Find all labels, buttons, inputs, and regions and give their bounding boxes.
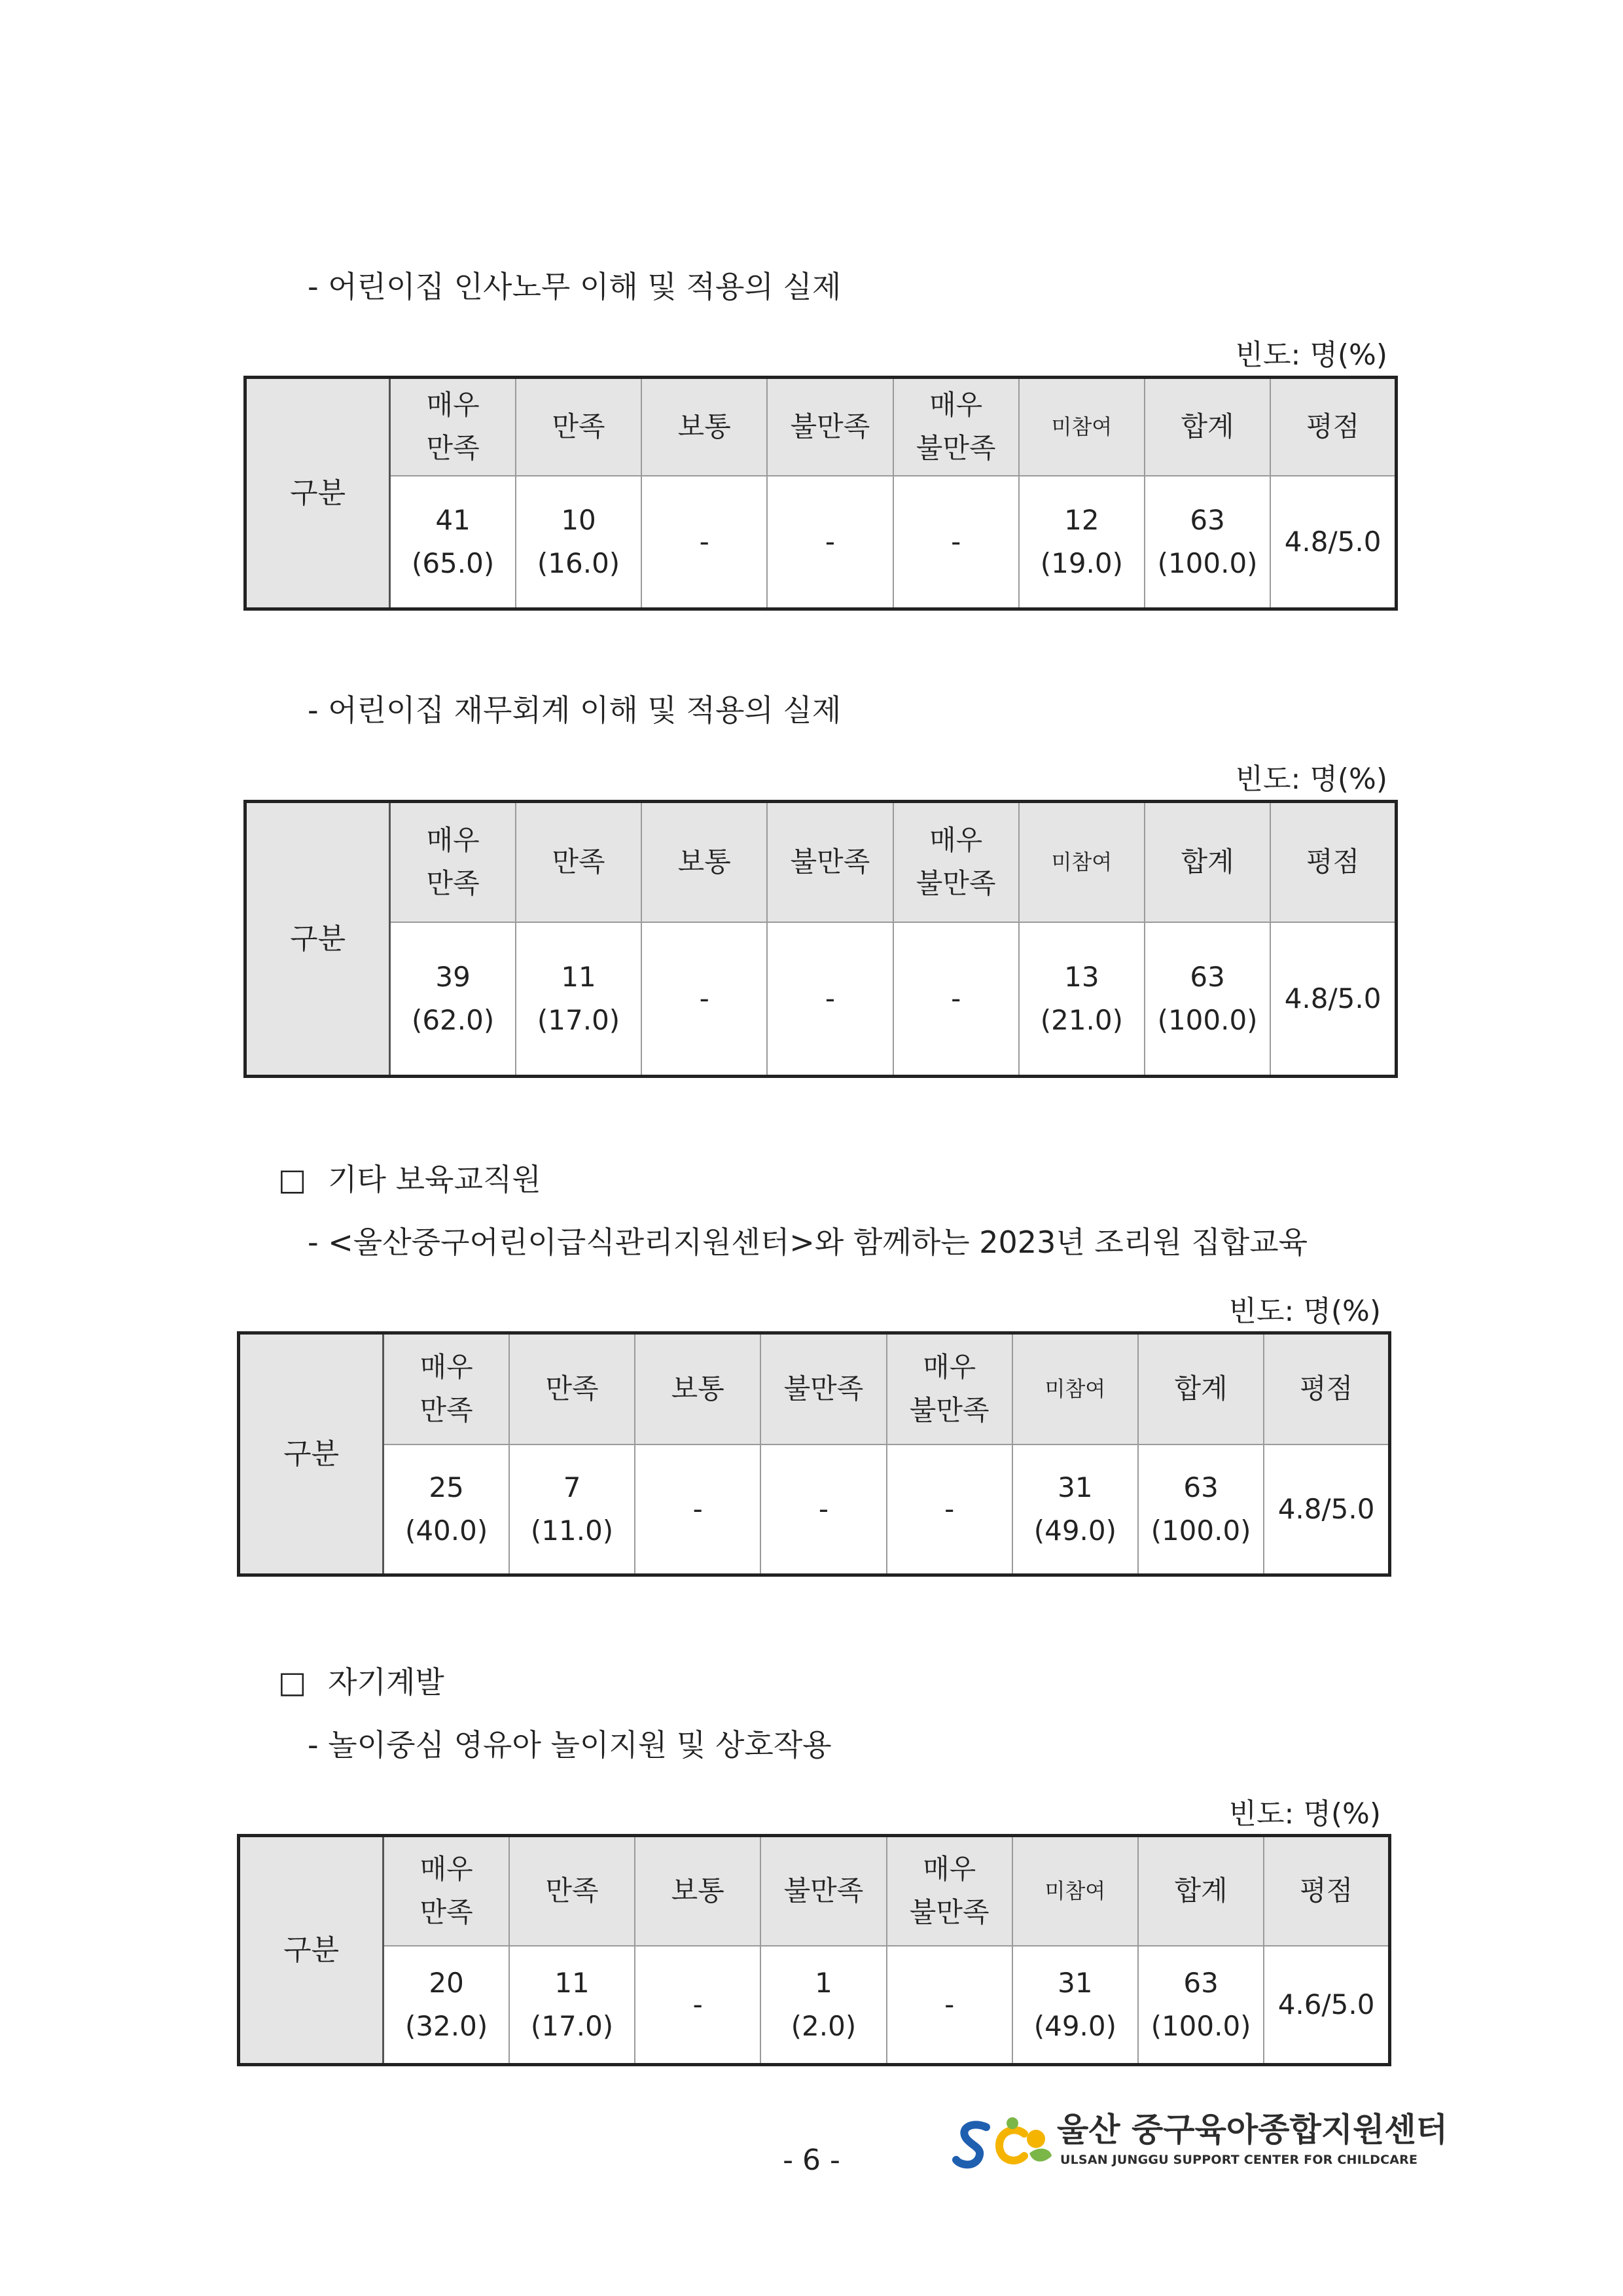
cell-dissatisfied: -: [767, 476, 893, 609]
cell-score: 4.8/5.0: [1270, 922, 1396, 1077]
header-very-satisfied: 매우 만족: [390, 378, 516, 476]
header-total: 합계: [1138, 1333, 1264, 1444]
cell-neutral: -: [635, 1444, 760, 1575]
section-heading: [278, 1160, 541, 1199]
checkbox-bullet-icon: □: [278, 1664, 307, 1700]
cell-score: 4.8/5.0: [1264, 1444, 1389, 1575]
header-dissatisfied: 불만족: [760, 1836, 886, 1946]
checkbox-bullet-icon: □: [278, 1162, 307, 1197]
header-very-satisfied: 매우 만족: [383, 1333, 509, 1444]
cell-not-participated: 13 (21.0): [1019, 922, 1145, 1077]
unit-label: 빈도: 명(%): [1235, 338, 1387, 372]
cell-very-dissatisfied: -: [893, 922, 1019, 1077]
header-not-participated: 미참여: [1012, 1836, 1138, 1946]
header-satisfied: 만족: [509, 1836, 635, 1946]
cell-very-satisfied: 39 (62.0): [390, 922, 516, 1077]
cell-not-participated: 31 (49.0): [1012, 1444, 1138, 1575]
row-label: 구분: [239, 1836, 383, 2065]
cell-total: 63 (100.0): [1145, 476, 1270, 609]
section-heading-text: 기타 보육교직원: [328, 1162, 541, 1197]
header-neutral: 보통: [641, 802, 767, 922]
org-name-ko: 울산 중구육아종합지원센터: [1057, 2111, 1448, 2149]
header-score: 평점: [1264, 1333, 1389, 1444]
header-very-dissatisfied: 매우 불만족: [893, 802, 1019, 922]
cell-very-satisfied: 25 (40.0): [383, 1444, 509, 1575]
header-not-participated: 미참여: [1019, 802, 1145, 922]
header-dissatisfied: 불만족: [767, 378, 893, 476]
section-subtitle: - 놀이중심 영유아 놀이지원 및 상호작용: [308, 1727, 832, 1763]
header-score: 평점: [1270, 378, 1396, 476]
header-neutral: 보통: [641, 378, 767, 476]
cell-total: 63 (100.0): [1138, 1946, 1264, 2065]
cell-very-satisfied: 20 (32.0): [383, 1946, 509, 2065]
cell-neutral: -: [641, 476, 767, 609]
header-dissatisfied: 불만족: [767, 802, 893, 922]
unit-label: 빈도: 명(%): [1228, 1797, 1381, 1831]
header-total: 합계: [1138, 1836, 1264, 1946]
cell-dissatisfied: -: [767, 922, 893, 1077]
satisfaction-table: [243, 800, 1398, 1078]
cell-satisfied: 11 (17.0): [516, 922, 641, 1077]
org-name-en: ULSAN JUNGGU SUPPORT CENTER FOR CHILDCARE: [1060, 2153, 1418, 2167]
satisfaction-table: [237, 1834, 1391, 2066]
header-very-dissatisfied: 매우 불만족: [887, 1836, 1012, 1946]
cell-dissatisfied: 1 (2.0): [760, 1946, 886, 2065]
unit-label: 빈도: 명(%): [1235, 762, 1387, 796]
cell-not-participated: 31 (49.0): [1012, 1946, 1138, 2065]
row-label: 구분: [239, 1333, 383, 1575]
header-total: 합계: [1145, 802, 1270, 922]
section-heading: [278, 1662, 444, 1702]
cell-satisfied: 7 (11.0): [509, 1444, 635, 1575]
header-not-participated: 미참여: [1012, 1333, 1138, 1444]
cell-score: 4.8/5.0: [1270, 476, 1396, 609]
org-logo: [952, 2109, 1448, 2174]
row-label: 구분: [245, 802, 390, 1077]
section-subtitle: - 어린이집 재무회계 이해 및 적용의 실제: [308, 692, 842, 728]
cell-very-dissatisfied: -: [887, 1444, 1012, 1575]
cell-satisfied: 11 (17.0): [509, 1946, 635, 2065]
cell-neutral: -: [635, 1946, 760, 2065]
header-satisfied: 만족: [516, 378, 641, 476]
satisfaction-table: [237, 1331, 1391, 1577]
header-neutral: 보통: [635, 1333, 760, 1444]
section-subtitle: - 어린이집 인사노무 이해 및 적용의 실제: [308, 269, 842, 304]
satisfaction-table: [243, 376, 1398, 611]
header-satisfied: 만족: [509, 1333, 635, 1444]
header-satisfied: 만족: [516, 802, 641, 922]
page-number: - 6 -: [783, 2144, 840, 2177]
cell-not-participated: 12 (19.0): [1019, 476, 1145, 609]
cell-satisfied: 10 (16.0): [516, 476, 641, 609]
header-very-satisfied: 매우 만족: [383, 1836, 509, 1946]
header-total: 합계: [1145, 378, 1270, 476]
header-very-dissatisfied: 매우 불만족: [893, 378, 1019, 476]
section-heading-text: 자기계발: [328, 1664, 444, 1700]
cell-total: 63 (100.0): [1145, 922, 1270, 1077]
header-dissatisfied: 불만족: [760, 1333, 886, 1444]
header-very-dissatisfied: 매우 불만족: [887, 1333, 1012, 1444]
header-score: 평점: [1270, 802, 1396, 922]
cell-dissatisfied: -: [760, 1444, 886, 1575]
header-not-participated: 미참여: [1019, 378, 1145, 476]
header-score: 평점: [1264, 1836, 1389, 1946]
row-label: 구분: [245, 378, 390, 609]
header-neutral: 보통: [635, 1836, 760, 1946]
section-subtitle: - <울산중구어린이급식관리지원센터>와 함께하는 2023년 조리원 집합교육: [308, 1225, 1308, 1260]
cell-score: 4.6/5.0: [1264, 1946, 1389, 2065]
cell-neutral: -: [641, 922, 767, 1077]
cell-total: 63 (100.0): [1138, 1444, 1264, 1575]
unit-label: 빈도: 명(%): [1228, 1295, 1381, 1328]
header-very-satisfied: 매우 만족: [390, 802, 516, 922]
cell-very-dissatisfied: -: [887, 1946, 1012, 2065]
cell-very-dissatisfied: -: [893, 476, 1019, 609]
cell-very-satisfied: 41 (65.0): [390, 476, 516, 609]
